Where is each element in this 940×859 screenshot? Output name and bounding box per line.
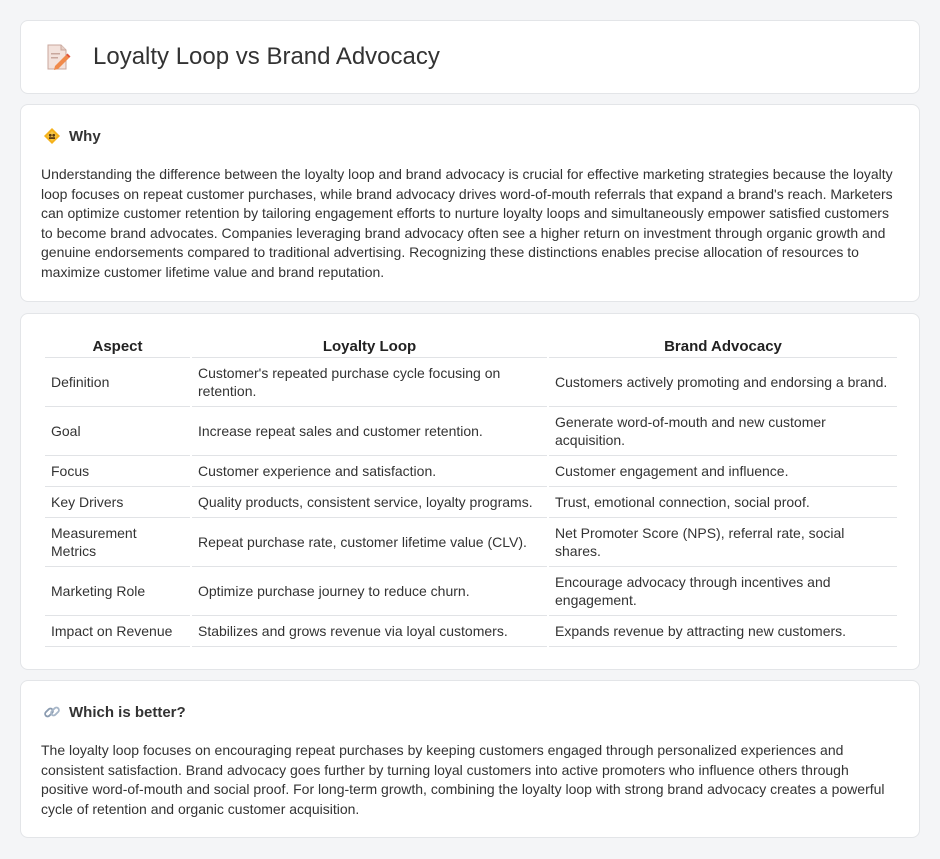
diamond-sign-icon (43, 127, 61, 145)
aspect-cell: Focus (45, 456, 190, 487)
loyalty-loop-cell: Stabilizes and grows revenue via loyal customers. (192, 616, 547, 647)
better-heading: Which is better? (69, 703, 186, 721)
table-row (45, 567, 897, 616)
why-heading-row (43, 127, 101, 145)
aspect-cell: Impact on Revenue (45, 616, 190, 647)
header-brand-advocacy: Brand Advocacy (549, 336, 897, 358)
comparison-section (20, 313, 920, 670)
why-section (20, 104, 920, 302)
link-icon (43, 703, 61, 721)
page-title: Loyalty Loop vs Brand Advocacy (93, 43, 440, 70)
brand-advocacy-cell: Encourage advocacy through incentives and engagement. (549, 567, 897, 616)
brand-advocacy-cell: Customers actively promoting and endorsing a brand. (549, 358, 897, 407)
table-row (45, 616, 897, 647)
table-row (45, 456, 897, 487)
brand-advocacy-cell: Trust, emotional connection, social proof. (549, 487, 897, 518)
brand-advocacy-cell: Expands revenue by attracting new customers. (549, 616, 897, 647)
comparison-table (43, 336, 899, 647)
table-row (45, 487, 897, 518)
table-row (45, 518, 897, 567)
why-heading: Why (69, 127, 101, 145)
brand-advocacy-cell: Generate word-of-mouth and new customer acquisition. (549, 407, 897, 456)
loyalty-loop-cell: Increase repeat sales and customer retention. (192, 407, 547, 456)
better-heading-row (43, 703, 186, 721)
table-row (45, 407, 897, 456)
aspect-cell: Measurement Metrics (45, 518, 190, 567)
loyalty-loop-cell: Customer's repeated purchase cycle focusing on retention. (192, 358, 547, 407)
loyalty-loop-cell: Customer experience and satisfaction. (192, 456, 547, 487)
aspect-cell: Definition (45, 358, 190, 407)
header-aspect: Aspect (45, 336, 190, 358)
table-header-row (45, 336, 897, 358)
loyalty-loop-cell: Repeat purchase rate, customer lifetime value (CLV). (192, 518, 547, 567)
loyalty-loop-cell: Quality products, consistent service, loyalty programs. (192, 487, 547, 518)
brand-advocacy-cell: Net Promoter Score (NPS), referral rate, social shares. (549, 518, 897, 567)
better-paragraph: The loyalty loop focuses on encouraging repeat purchases by keeping customers engaged through personalized experiences and consistent satisfaction. Brand advocacy goes further by turning loyal customers into active promoters who influence others through positive word-of-mouth and social proof. For long-term growth, combining the loyalty loop with strong brand advocacy creates a powerful cycle of retention and organic customer acquisition. (41, 742, 885, 817)
table-row (45, 358, 897, 407)
loyalty-loop-cell: Optimize purchase journey to reduce churn. (192, 567, 547, 616)
which-is-better-section (20, 680, 920, 838)
document-pencil-icon (45, 43, 71, 71)
title-row (45, 43, 440, 71)
header-loyalty-loop: Loyalty Loop (192, 336, 547, 358)
aspect-cell: Marketing Role (45, 567, 190, 616)
brand-advocacy-cell: Customer engagement and influence. (549, 456, 897, 487)
why-paragraph: Understanding the difference between the loyalty loop and brand advocacy is crucial for effective marketing strategies because the loyalty loop focuses on repeat customer purchases, while brand advocacy drives word-of-mouth referrals that expand a brand's reach. Marketers can optimize customer retention by tailoring engagement efforts to nurture loyalty loops and simultaneously empower satisfied customers to become brand advocates. Companies leveraging brand advocacy often see a higher return on investment through organic growth and genuine endorsements compared to traditional advertising. Recognizing these distinctions enables precise allocation of resources to maximize customer lifetime value and brand reputation. (41, 166, 893, 280)
title-card (20, 20, 920, 94)
aspect-cell: Key Drivers (45, 487, 190, 518)
aspect-cell: Goal (45, 407, 190, 456)
